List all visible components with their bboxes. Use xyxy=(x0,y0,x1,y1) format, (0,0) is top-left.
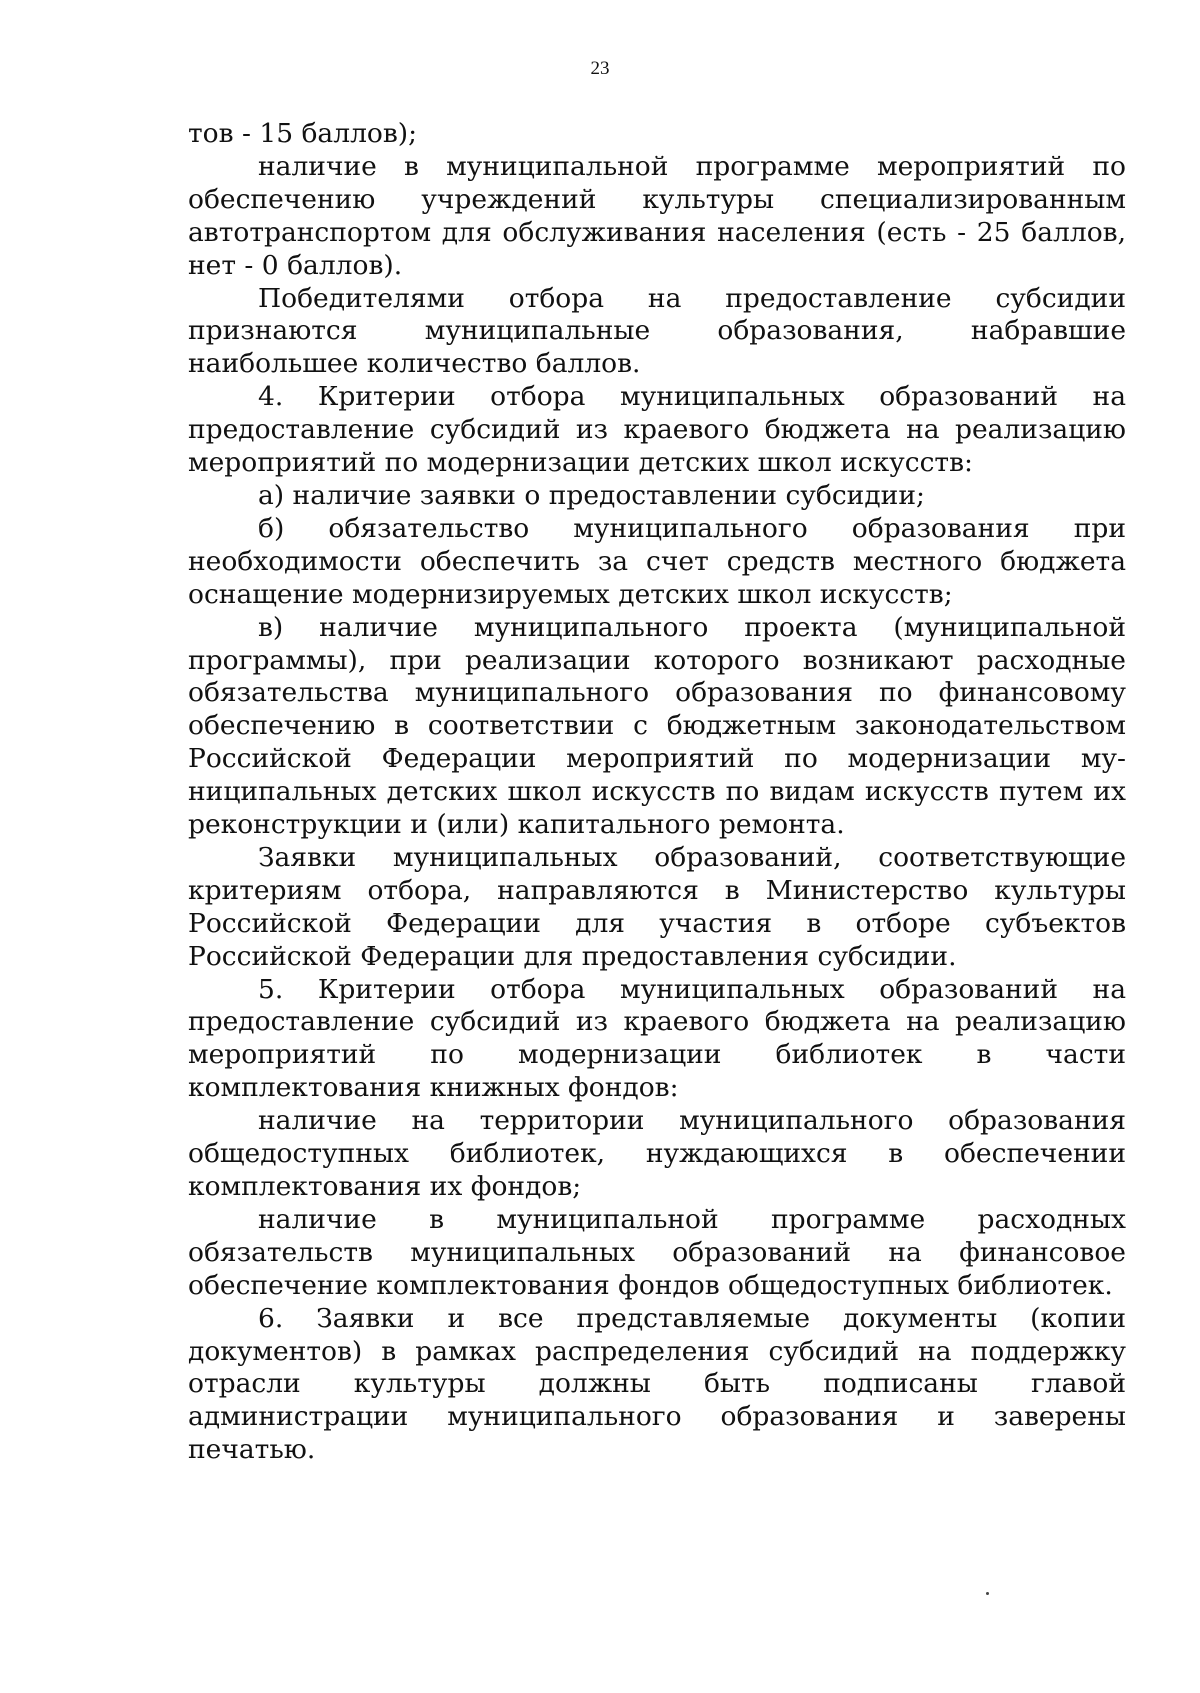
paragraph-item-4b: б) обязательство муниципального образования при необходимости обеспечить за счет средств местного бюджета оснащение модернизируемых детских школ искусств; xyxy=(188,512,1126,610)
paragraph-item-4v: в) наличие муниципального проекта (муниципальной программы), при реализации которого возникают расходные обязательства муниципального образования по финансовому обеспечению в соответствии с бюджетным законодательством Российской Федерации мероприятий по модернизации муниципальных детских школ искусств по видам искусств путем их реконструкции и (или) капитального ремонта. xyxy=(188,611,1126,841)
paragraph-applications: Заявки муниципальных образований, соответствующие критериям отбора, направляются в Министерство культуры Российской Федерации для участия в отборе субъектов Российской Федерации для предоставления субсидии. xyxy=(188,841,1126,972)
paragraph-winners: Победителями отбора на предоставление субсидии признаются муниципальные образования, набравшие наибольшее количество баллов. xyxy=(188,282,1126,380)
paragraph-continuation: тов - 15 баллов); xyxy=(188,118,418,149)
paragraph-item-4: 4. Критерии отбора муниципальных образований на предоставление субсидий из краевого бюджета на реализацию мероприятий по модернизации детских школ искусств: xyxy=(188,381,1126,479)
document-body xyxy=(188,118,1126,1467)
paragraph-item-5-obligations: наличие в муниципальной программе расходных обязательств муниципальных образований на финансовое обеспечение комплектования фондов общедоступных библиотек. xyxy=(188,1203,1126,1301)
page-number: 23 xyxy=(590,58,610,79)
paragraph-item-5-libraries: наличие на территории муниципального образования общедоступных библиотек, нуждающихся в обеспечении комплектования их фондов; xyxy=(188,1105,1126,1202)
paragraph-item-6: 6. Заявки и все представляемые документы (копии документов) в рамках распределения субсидий на поддержку отрасли культуры должны быть подписаны главой администрации муниципального образования и заверены печатью. xyxy=(188,1302,1126,1466)
paragraph-item-4a: а) наличие заявки о предоставлении субсидии; xyxy=(258,479,925,511)
paragraph-item-5: 5. Критерии отбора муниципальных образований на предоставление субсидий из краевого бюджета на реализацию мероприятий по модернизации библиотек в части комплектования книжных фондов: xyxy=(188,973,1126,1104)
scan-speck xyxy=(986,1592,989,1595)
paragraph-transport-criterion: наличие в муниципальной программе мероприятий по обеспечению учреждений культуры специализированным автотранспортом для обслуживания населения (есть - 25 баллов, нет - 0 баллов). xyxy=(188,150,1126,281)
